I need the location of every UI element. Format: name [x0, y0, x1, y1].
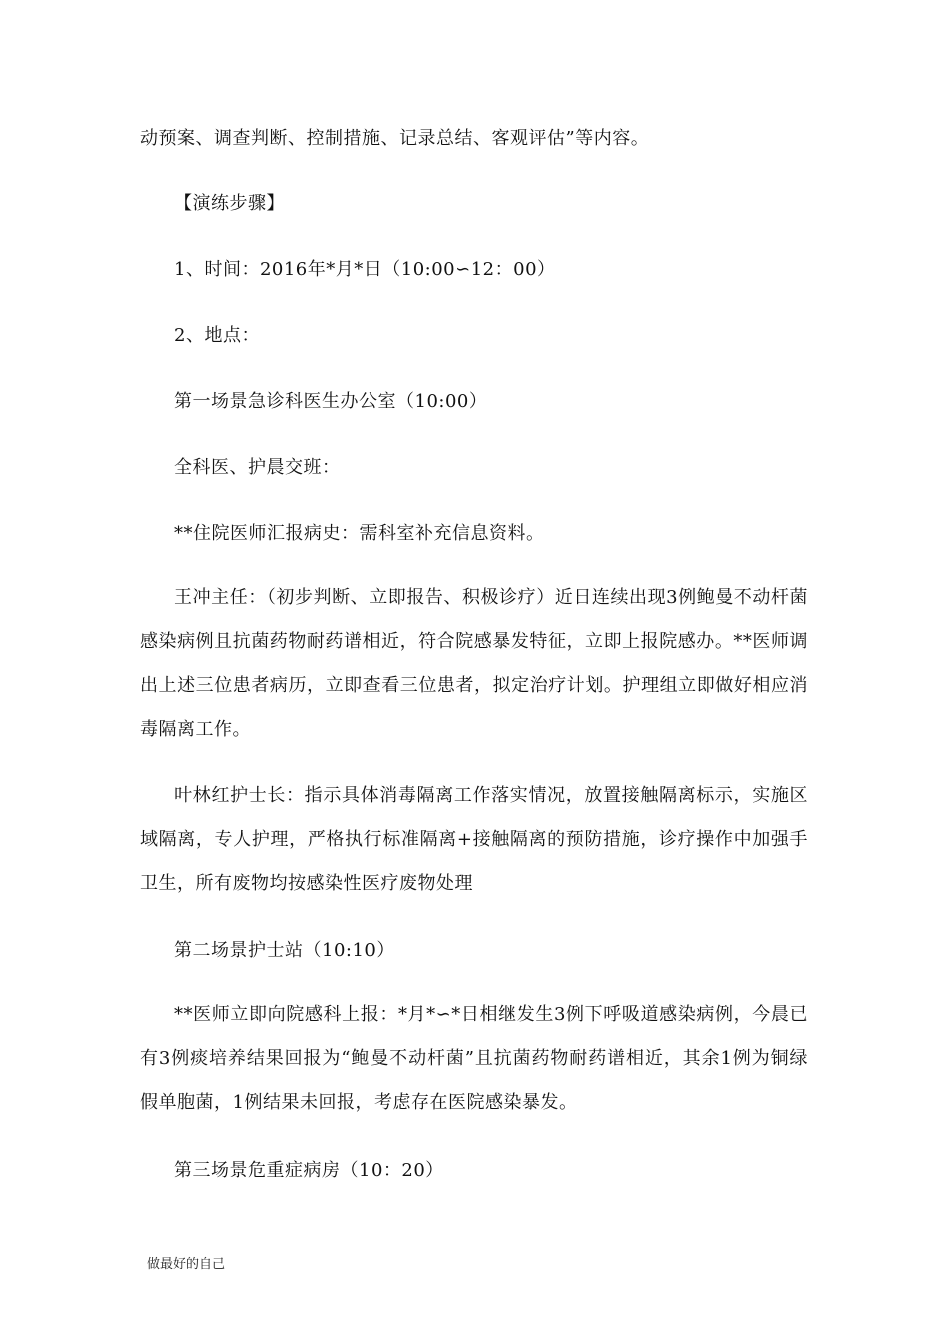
resident-report: **住院医师汇报病史：需科室补充信息资料。 [174, 523, 545, 544]
director-speech-paragraph [140, 576, 808, 752]
scene1-title: 第一场景急诊科医生办公室（10:00） [174, 391, 488, 412]
director-speech-text: 王冲主任：（初步判断、立即报告、积极诊疗）近日连续出现3例鲍曼不动杆菌感染病例且抗菌药物耐药谱相近，符合院感暴发特征，立即上报院感办。**医师调出上述三位患者病历，立即查看三位患者，拟定治疗计划。护理组立即做好相应消毒隔离工作。 [140, 587, 808, 740]
scene3-title: 第三场景危重症病房（10：20） [174, 1160, 444, 1181]
steps-heading: 【演练步骤】 [174, 193, 285, 214]
page-footer: 做最好的自己 [147, 1257, 226, 1272]
shift-handover: 全科医、护晨交班： [174, 457, 341, 478]
time-item: 1、时间：2016年*月*日（10:00∽12：00） [174, 259, 556, 280]
doctor-report-paragraph [140, 993, 808, 1125]
place-item: 2、地点： [174, 325, 260, 346]
doctor-report-text: **医师立即向院感科上报：*月*∽*日相继发生3例下呼吸道感染病例，今晨已有3例痰培养结果回报为“鲍曼不动杆菌”且抗菌药物耐药谱相近，其余1例为铜绿假单胞菌，1例结果未回报，考虑存在医院感染暴发。 [140, 1004, 808, 1113]
scene2-title: 第二场景护士站（10:10） [174, 940, 395, 961]
head-nurse-speech-text: 叶林红护士长：指示具体消毒隔离工作落实情况，放置接触隔离标示，实施区域隔离，专人护理，严格执行标准隔离+接触隔离的预防措施，诊疗操作中加强手卫生，所有废物均按感染性医疗废物处理 [140, 785, 808, 894]
intro-line: 动预案、调查判断、控制措施、记录总结、客观评估”等内容。 [140, 128, 650, 149]
head-nurse-speech-paragraph [140, 774, 808, 906]
